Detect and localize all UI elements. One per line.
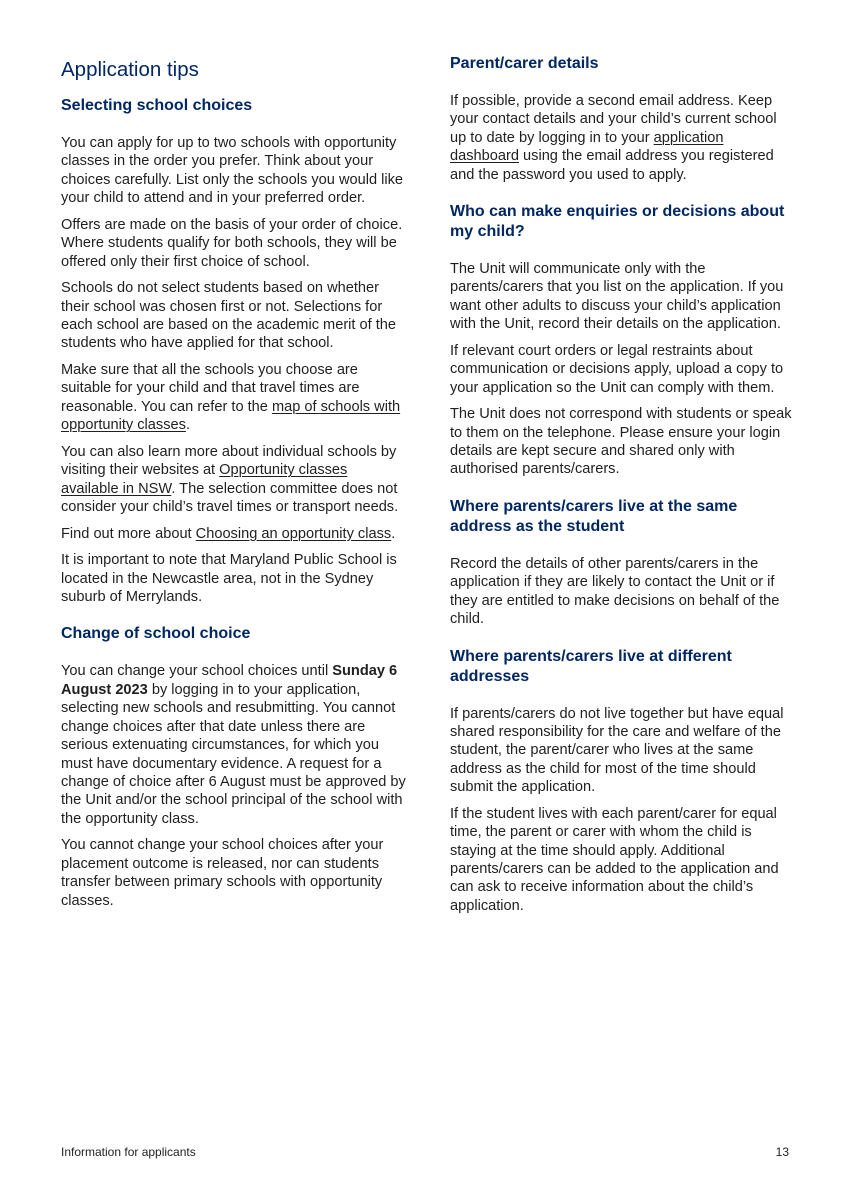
heading-selecting-school-choices: Selecting school choices — [61, 97, 253, 114]
page-number: 13 — [775, 1145, 789, 1159]
heading-different-addresses: Where parents/carers live at different addresses — [450, 647, 732, 685]
paragraph — [61, 525, 406, 543]
paragraph — [61, 361, 406, 435]
map-of-schools-link[interactable]: map of schools with opportunity classes — [61, 398, 401, 434]
paragraph: The Unit will communicate only with the parents/carers that you list on the application. If you want other adults to discuss your child’s application with the Unit, record their details on the application. — [450, 261, 784, 333]
application-dashboard-link[interactable]: application dashboard — [450, 129, 724, 165]
heading-parent-carer-details: Parent/carer details — [450, 55, 599, 72]
paragraph — [61, 662, 406, 828]
paragraph: If relevant court orders or legal restraints about communication or decisions apply, upload a copy to your application so the Unit can comply with them. — [450, 342, 784, 396]
paragraph: It is important to note that Maryland Public School is located in the Newcastle area, not in the Sydney suburb of Merrylands. — [61, 552, 397, 606]
left-column — [61, 54, 406, 918]
heading-enquiries-decisions: Who can make enquiries or decisions about my child? — [450, 203, 785, 241]
paragraph: Offers are made on the basis of your order of choice. Where students qualify for both schools, they will be offered only their first choice of school. — [61, 216, 403, 270]
text: . The selection committee does not consider your child’s travel times or transport needs. — [61, 480, 399, 516]
paragraph: Record the details of other parents/carers in the application if they are likely to contact the Unit or if they are entitled to make decisions on behalf of the child. — [450, 555, 780, 628]
paragraph — [450, 92, 795, 184]
page-footer — [61, 1145, 789, 1159]
text: You can change your school choices until — [61, 663, 333, 680]
text: Find out more about — [61, 525, 196, 542]
text: by logging in to your application, selecting new schools and resubmitting. You cannot change choices after that date unless there are serious extenuating circumstances, for which you must have documentary evidence. A request for a change of choice after 6 August must be approved by the Unit and/or the school principal of the school with the opportunity class. — [61, 681, 406, 827]
paragraph: You cannot change your school choices after your placement outcome is released, nor can students transfer between primary schools with opportunity classes. — [61, 837, 384, 909]
paragraph — [61, 443, 406, 517]
text: You can also learn more about individual schools by visiting their websites at — [61, 443, 397, 479]
footer-label: Information for applicants — [61, 1145, 196, 1159]
opportunity-classes-link[interactable]: Opportunity classes available in NSW — [61, 462, 348, 497]
paragraph: You can apply for up to two schools with opportunity classes in the order you prefer. Think about your choices carefully. List only the schools you would like your child to attend and in your preferred order. — [61, 135, 404, 207]
paragraph: If the student lives with each parent/carer for equal time, the parent or carer with whom the child is staying at the time should apply. Additional parents/carers can be added to the application and can ask to receive information about the child’s application. — [450, 805, 779, 914]
choosing-opportunity-class-link[interactable]: Choosing an opportunity class — [195, 525, 392, 542]
page-title: Application tips — [61, 58, 199, 81]
text: . — [185, 417, 190, 434]
deadline-date: Sunday 6 August 2023 — [61, 663, 398, 698]
text: using the email address you registered and the password you used to apply. — [450, 148, 774, 183]
paragraph: Schools do not select students based on whether their school was chosen first or not. Selections for each school are based on the academic merit of the students who have applied for that school. — [61, 280, 397, 352]
right-column — [450, 54, 795, 923]
text: . — [391, 525, 396, 542]
text: Make sure that all the schools you choose are suitable for your child and that travel times are reasonable. You can refer to the — [61, 362, 360, 415]
text: If possible, provide a second email address. Keep your contact details and your child’s current school up to date by logging in to your — [450, 93, 777, 146]
heading-same-address: Where parents/carers live at the same address as the student — [450, 497, 738, 535]
heading-change-of-school-choice: Change of school choice — [61, 625, 251, 643]
paragraph: If parents/carers do not live together but have equal shared responsibility for the care and welfare of the student, the parent/carer who lives at the same address as the child for most of the time should submit the application. — [450, 705, 784, 796]
paragraph: The Unit does not correspond with students or speak to them on the telephone. Please ensure your login details are kept secure and shared only with authorised parents/carers. — [450, 406, 792, 478]
